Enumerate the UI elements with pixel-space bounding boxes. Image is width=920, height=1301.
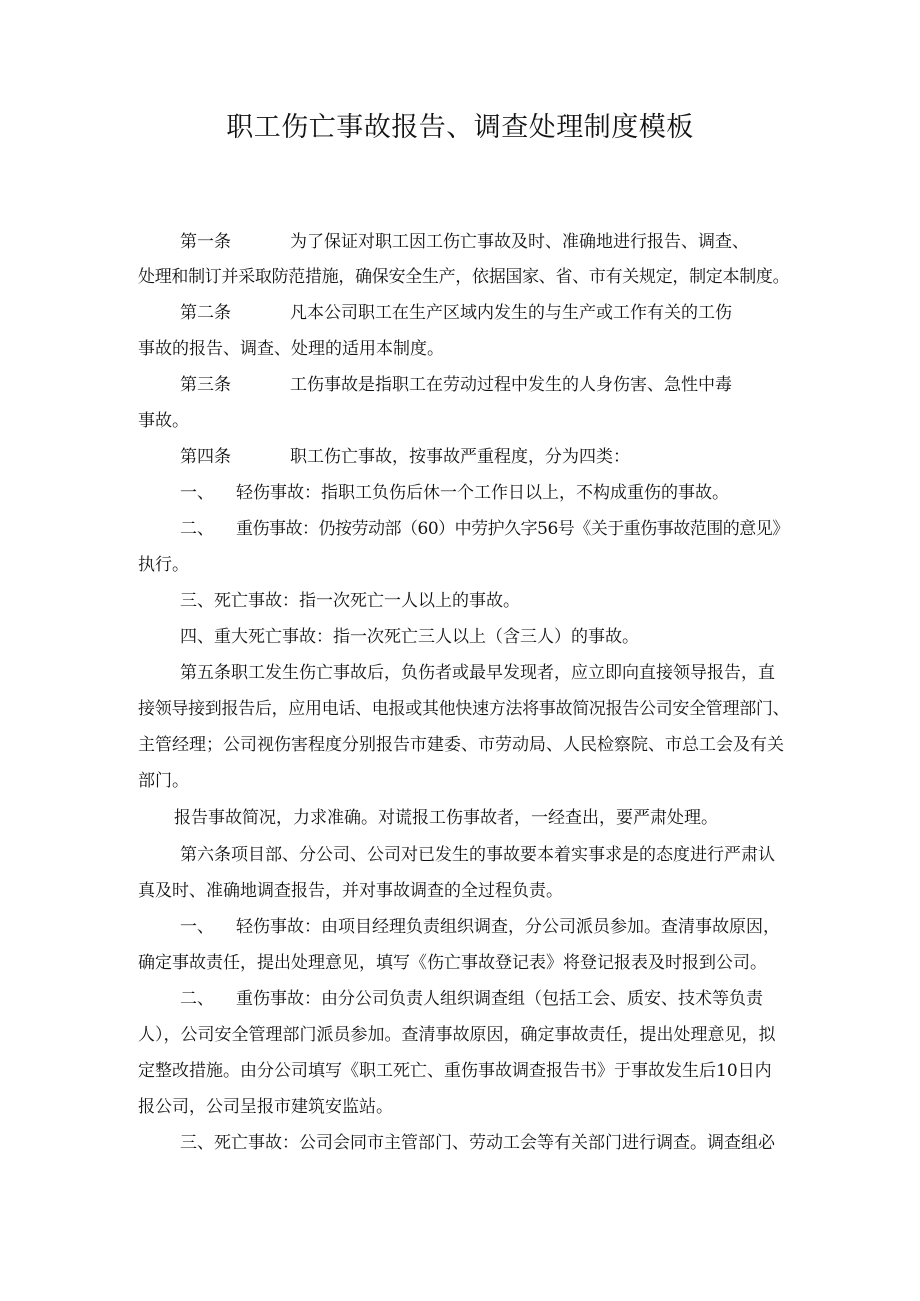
investigation-2-line-4: 报公司，公司呈报市建筑安监站。 <box>138 1097 393 1117</box>
article-4-label: 第四条 <box>180 447 231 467</box>
document-title: 职工伤亡事故报告、调查处理制度模板 <box>226 112 694 143</box>
investigation-1-line-2: 确定事故责任，提出处理意见，填写《伤亡事故登记表》将登记报表及时报到公司。 <box>138 953 767 973</box>
category-1-text: 轻伤事故：指职工负伤后休一个工作日以上，不构成重伤的事故。 <box>236 483 729 503</box>
article-1-line-1: 为了保证对职工因工伤亡事故及时、准确地进行报告、调查、 <box>290 232 749 252</box>
investigation-2-line-1: 重伤事故：由分公司负责人组织调查组（包括工会、质安、技术等负责 <box>236 989 763 1009</box>
article-3-line-2: 事故。 <box>138 411 189 431</box>
investigation-1-number: 一、 <box>180 917 214 937</box>
investigation-2-line-2: 人），公司安全管理部门派员参加。查清事故原因，确定事故责任，提出处理意见，拟 <box>138 1025 776 1045</box>
category-2-number: 二、 <box>180 519 214 539</box>
category-3-text: 三、死亡事故：指一次死亡一人以上的事故。 <box>180 591 520 611</box>
article-5-line-1: 第五条职工发生伤亡事故后，负伤者或最早发现者，应立即向直接领导报告，直 <box>180 663 775 683</box>
article-1-line-2: 处理和制订并采取防范措施，确保安全生产，依据国家、省、市有关规定，制定本制度。 <box>138 267 790 287</box>
category-4-text: 四、重大死亡事故：指一次死亡三人以上（含三人）的事故。 <box>180 627 639 647</box>
investigation-1-line-1: 轻伤事故：由项目经理负责组织调查，分公司派员参加。查清事故原因， <box>236 917 780 937</box>
investigation-2-line-3: 定整改措施。由分公司填写《职工死亡、重伤事故调查报告书》于事故发生后10日内 <box>138 1061 772 1081</box>
investigation-2-number: 二、 <box>180 989 214 1009</box>
article-5-note: 报告事故简况，力求准确。对谎报工伤事故者，一经查出，要严肃处理。 <box>174 808 718 828</box>
article-5-line-4: 部门。 <box>138 771 189 791</box>
investigation-3-text: 三、死亡事故：公司会同市主管部门、劳动工会等有关部门进行调查。调查组必 <box>180 1133 775 1153</box>
article-3-label: 第三条 <box>180 375 231 395</box>
article-2-line-1: 凡本公司职工在生产区域内发生的与生产或工作有关的工伤 <box>290 303 732 323</box>
category-2-line-2: 执行。 <box>138 555 189 575</box>
article-5-line-2: 接领导接到报告后，应用电话、电报或其他快速方法将事故简况报告公司安全管理部门、 <box>138 699 790 719</box>
category-2-line-1: 重伤事故：仍按劳动部（60）中劳护久字56号《关于重伤事故范围的意见》 <box>236 519 789 539</box>
article-4-line-1: 职工伤亡事故，按事故严重程度，分为四类： <box>290 447 630 467</box>
article-3-line-1: 工伤事故是指职工在劳动过程中发生的人身伤害、急性中毒 <box>290 375 732 395</box>
article-5-line-3: 主管经理；公司视伤害程度分别报告市建委、市劳动局、人民检察院、市总工会及有关 <box>138 735 784 755</box>
article-6-line-1: 第六条项目部、分公司、公司对已发生的事故要本着实事求是的态度进行严肃认 <box>180 845 775 865</box>
article-2-label: 第二条 <box>180 303 231 323</box>
article-2-line-2: 事故的报告、调查、处理的适用本制度。 <box>138 339 444 359</box>
article-6-line-2: 真及时、准确地调查报告，并对事故调查的全过程负责。 <box>138 881 563 901</box>
article-1-label: 第一条 <box>180 232 231 252</box>
category-1-number: 一、 <box>180 483 214 503</box>
